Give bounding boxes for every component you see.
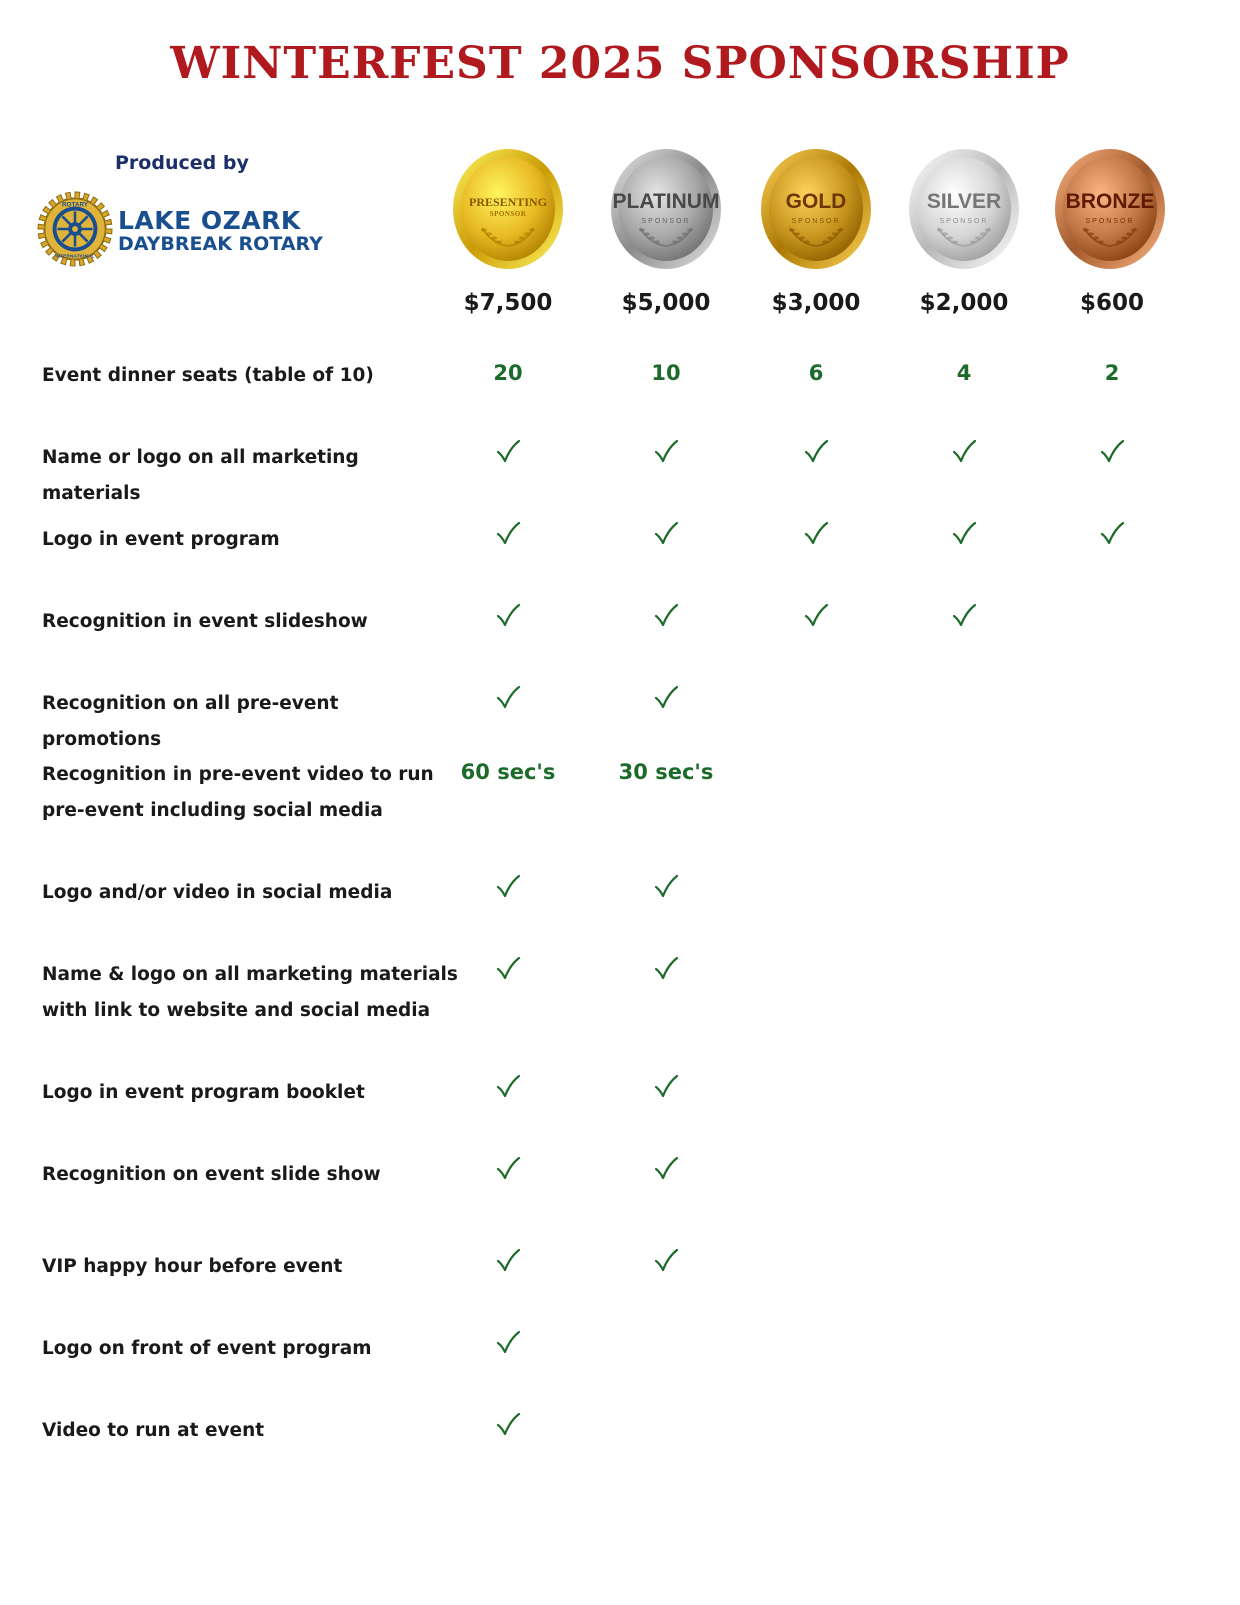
- benefit-value: 2: [1104, 361, 1120, 385]
- benefit-check: [756, 602, 876, 632]
- medal-label: GOLD: [785, 190, 847, 213]
- benefit-value: 4: [956, 361, 972, 385]
- checkmark-icon: [653, 684, 679, 710]
- benefit-label: [42, 875, 462, 911]
- price-bronze: $600: [1079, 290, 1144, 316]
- medal-label: BRONZE: [1065, 190, 1155, 213]
- medal-sub-label: SPONSOR: [1085, 218, 1135, 225]
- price-gold: $3,000: [771, 290, 861, 316]
- checkmark-icon: [495, 1073, 521, 1099]
- benefit-check: [904, 520, 1024, 550]
- benefit-label-line1: Recognition on all pre-event promotions: [42, 693, 339, 750]
- checkmark-icon: [495, 1155, 521, 1181]
- benefit-label-line1: Logo in event program: [42, 529, 280, 550]
- checkmark-icon: [951, 438, 977, 464]
- benefit-label-line1: Name or logo on all marketing materials: [42, 447, 359, 504]
- medal-gold: [760, 148, 872, 270]
- wheel-top-text: ROTARY: [61, 201, 89, 209]
- benefit-check: [606, 1155, 726, 1185]
- benefit-label-line1: Recognition in event slideshow: [42, 611, 368, 632]
- medal-bronze: [1054, 148, 1166, 270]
- benefit-check: [448, 1247, 568, 1277]
- benefit-label-line1: Event dinner seats (table of 10): [42, 365, 374, 386]
- benefit-label: [42, 757, 462, 829]
- benefit-check: [904, 438, 1024, 468]
- benefit-check: [606, 520, 726, 550]
- price-silver: $2,000: [919, 290, 1009, 316]
- medal-label: SILVER: [926, 190, 1002, 213]
- benefit-label-line1: Recognition in pre-event video to run: [42, 764, 434, 785]
- checkmark-icon: [653, 438, 679, 464]
- benefit-label: [42, 358, 462, 394]
- benefit-label: [42, 522, 462, 558]
- rotary-logo: [36, 190, 376, 274]
- benefit-check: [606, 955, 726, 985]
- checkmark-icon: [803, 438, 829, 464]
- benefit-label: [42, 1075, 462, 1111]
- benefit-check: [606, 438, 726, 468]
- benefit-check: [606, 1073, 726, 1103]
- checkmark-icon: [495, 955, 521, 981]
- medal-label: PRESENTING: [468, 195, 548, 209]
- benefit-check: [448, 1329, 568, 1359]
- checkmark-icon: [495, 1329, 521, 1355]
- benefit-label: [42, 1249, 462, 1285]
- benefit-check: [1052, 438, 1172, 468]
- benefit-check: [448, 1411, 568, 1441]
- benefit-label-line1: Name & logo on all marketing materials: [42, 964, 458, 985]
- benefit-check: [606, 1247, 726, 1277]
- benefit-check: [448, 873, 568, 903]
- benefit-value: 6: [808, 361, 824, 385]
- rotary-wheel-icon: [36, 190, 114, 268]
- medal-label: PLATINUM: [612, 190, 720, 213]
- checkmark-icon: [951, 602, 977, 628]
- checkmark-icon: [653, 955, 679, 981]
- checkmark-icon: [495, 1411, 521, 1437]
- medal-sub-label: SPONSOR: [939, 218, 989, 225]
- medal-sub-label: SPONSOR: [641, 218, 691, 225]
- checkmark-icon: [653, 602, 679, 628]
- page-title: WINTERFEST 2025 SPONSORSHIP: [170, 38, 1070, 89]
- benefit-check: [448, 955, 568, 985]
- benefit-label: [42, 957, 462, 1029]
- checkmark-icon: [495, 873, 521, 899]
- checkmark-icon: [653, 1073, 679, 1099]
- checkmark-icon: [1099, 520, 1125, 546]
- benefit-label-line1: Recognition on event slide show: [42, 1164, 381, 1185]
- benefit-check: [756, 520, 876, 550]
- benefit-label-line1: VIP happy hour before event: [42, 1256, 343, 1277]
- wheel-bottom-text: INTERNATIONAL: [55, 254, 95, 260]
- benefit-check: [606, 602, 726, 632]
- benefit-label: [42, 1157, 462, 1193]
- benefit-check: [448, 438, 568, 468]
- benefit-label: [42, 1331, 462, 1367]
- price-platinum: $5,000: [621, 290, 711, 316]
- benefit-value: 60 sec's: [460, 760, 556, 784]
- benefit-check: [448, 602, 568, 632]
- checkmark-icon: [951, 520, 977, 546]
- benefit-check: [756, 438, 876, 468]
- checkmark-icon: [495, 438, 521, 464]
- medal-platinum: [610, 148, 722, 270]
- checkmark-icon: [653, 1155, 679, 1181]
- benefit-label: [42, 1413, 462, 1449]
- medal-sub-label: SPONSOR: [791, 218, 841, 225]
- benefit-check: [1052, 520, 1172, 550]
- benefit-check: [448, 1073, 568, 1103]
- checkmark-icon: [803, 602, 829, 628]
- checkmark-icon: [653, 1247, 679, 1273]
- checkmark-icon: [495, 684, 521, 710]
- checkmark-icon: [653, 520, 679, 546]
- benefit-label-line1: Logo in event program booklet: [42, 1082, 365, 1103]
- benefit-check: [904, 602, 1024, 632]
- checkmark-icon: [495, 520, 521, 546]
- checkmark-icon: [495, 1247, 521, 1273]
- medal-silver: [908, 148, 1020, 270]
- benefit-label: [42, 604, 462, 640]
- benefit-check: [448, 684, 568, 714]
- benefit-label: [42, 440, 462, 512]
- checkmark-icon: [803, 520, 829, 546]
- benefit-label-line1: Video to run at event: [42, 1420, 265, 1441]
- medal-sub-label: SPONSOR: [489, 210, 527, 218]
- medal-presenting: [452, 148, 564, 270]
- checkmark-icon: [1099, 438, 1125, 464]
- benefit-label-line1: Logo and/or video in social media: [42, 882, 393, 903]
- benefit-label-line2: with link to website and social media: [42, 1000, 431, 1021]
- benefit-label-line2: pre-event including social media: [42, 800, 383, 821]
- benefit-check: [606, 873, 726, 903]
- org-name-line2: DAYBREAK ROTARY: [118, 233, 323, 255]
- price-presenting: $7,500: [463, 290, 553, 316]
- benefit-label-line1: Logo on front of event program: [42, 1338, 372, 1359]
- checkmark-icon: [495, 602, 521, 628]
- benefit-value: 10: [651, 361, 681, 385]
- org-name-line1: LAKE OZARK: [118, 206, 301, 235]
- benefit-value: 30 sec's: [618, 760, 714, 784]
- produced-by-label: Produced by: [115, 152, 249, 174]
- benefit-label: [42, 686, 462, 758]
- benefit-check: [606, 684, 726, 714]
- benefit-check: [448, 520, 568, 550]
- benefit-check: [448, 1155, 568, 1185]
- checkmark-icon: [653, 873, 679, 899]
- benefit-value: 20: [493, 361, 523, 385]
